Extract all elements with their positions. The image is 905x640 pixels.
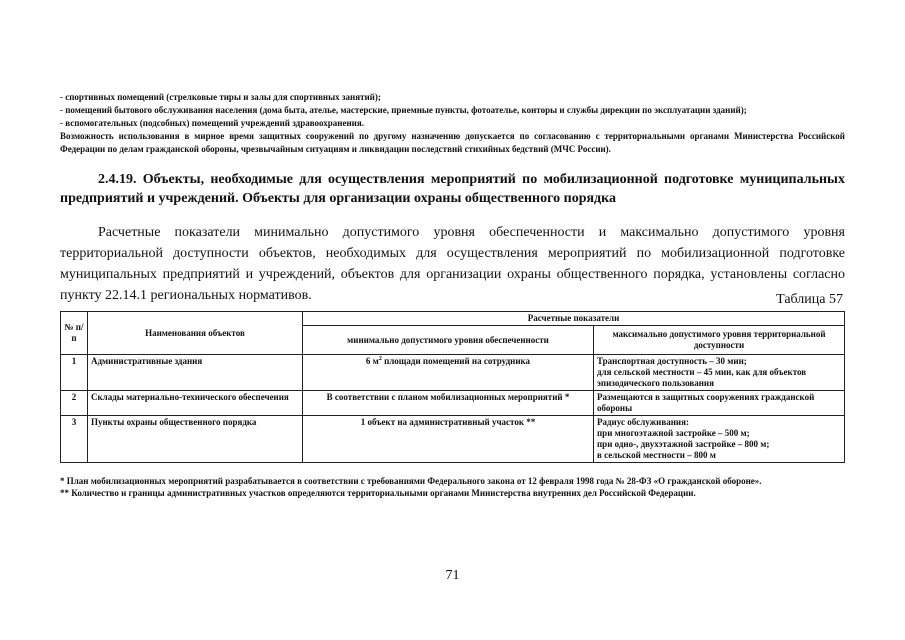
row-min-sup: 2 — [378, 356, 382, 362]
row-max — [594, 416, 845, 463]
page-number: 71 — [445, 568, 460, 583]
row-name: Административные здания — [88, 355, 303, 391]
intro-block — [60, 91, 845, 156]
row-max-line: в сельской местности – 800 м — [597, 450, 716, 460]
row-min — [303, 416, 594, 463]
table-row — [61, 391, 845, 416]
table-header-row — [61, 312, 845, 326]
row-min-text: 6 м — [365, 356, 379, 366]
row-max — [594, 391, 845, 416]
header-name: Наименования объектов — [88, 312, 303, 355]
table-caption: Таблица 57 — [776, 292, 843, 307]
row-min-suffix: площади помещений на сотрудника — [381, 356, 531, 366]
intro-bullet: - спортивных помещений (стрелковые тиры и залы для спортивных занятий); — [60, 92, 381, 102]
header-group: Расчетные показатели — [303, 312, 845, 326]
row-max-line: Радиус обслуживания: — [597, 417, 689, 427]
row-max-line: для сельской местности – 45 мин, как для объектов эпизодического пользования — [597, 367, 807, 388]
row-name: Склады материально-технического обеспечения — [88, 391, 303, 416]
row-name: Пункты охраны общественного порядка — [88, 416, 303, 463]
table-row — [61, 416, 845, 463]
row-min — [303, 355, 594, 391]
header-num: № п/п — [61, 312, 88, 355]
row-max-line: Размещаются в защитных сооружениях гражданской обороны — [597, 392, 815, 413]
intro-note: Возможность использования в мирное время защитных сооружений по другому назначению допускается по согласованию с территориальными органами Министерства Российской Федерации по делам гражданской обороны, чрезвычайным ситуациям и ликвидации последствий стихийных бедствий (МЧС России). — [60, 131, 845, 154]
footnotes — [60, 475, 845, 499]
row-num: 2 — [61, 391, 88, 416]
header-min: минимально допустимого уровня обеспеченности — [303, 326, 594, 355]
row-num: 1 — [61, 355, 88, 391]
row-max-line: при многоэтажной застройке – 500 м; — [597, 428, 750, 438]
section-paragraph: Расчетные показатели минимально допустимого уровня обеспеченности и максимально допустимого уровня территориальной доступности объектов, необходимых для осуществления мероприятий по мобилизационной подготовке муниципальных предприятий и учреждений, объектов для организации охраны общественного порядка, установлены согласно пункту 22.14.1 региональных нормативов. — [60, 225, 845, 303]
footnote: * План мобилизационных мероприятий разрабатывается в соответствии с требованиями Федерального закона от 12 февраля 1998 года № 28-ФЗ «О гражданской обороне». — [60, 476, 762, 486]
section-heading — [60, 170, 845, 208]
indicators-table — [60, 311, 845, 463]
row-min-text: В соответствии с планом мобилизационных мероприятий * — [326, 392, 570, 402]
footnote: ** Количество и границы административных участков определяются территориальными органами Министерства внутренних дел Российской Федерации. — [60, 488, 696, 498]
intro-bullet: - вспомогательных (подсобных) помещений учреждений здравоохранения. — [60, 118, 364, 128]
row-min-text: 1 объект на административный участок ** — [360, 417, 536, 427]
header-max: максимально допустимого уровня территориальной доступности — [594, 326, 845, 355]
row-num: 3 — [61, 416, 88, 463]
intro-bullet: - помещений бытового обслуживания населения (дома быта, ателье, мастерские, приемные пункты, фотоателье, конторы и службы дирекции по эксплуатации зданий); — [60, 105, 747, 115]
row-max-line: Транспортная доступность – 30 мин; — [597, 356, 747, 366]
row-max-line: при одно-, двухэтажной застройке – 800 м; — [597, 439, 770, 449]
section-heading-text: 2.4.19. Объекты, необходимые для осуществления мероприятий по мобилизационной подготовке муниципальных предприятий и учреждений. Объекты для организации охраны общественного порядка — [60, 172, 845, 206]
row-max — [594, 355, 845, 391]
table-row — [61, 355, 845, 391]
row-min — [303, 391, 594, 416]
